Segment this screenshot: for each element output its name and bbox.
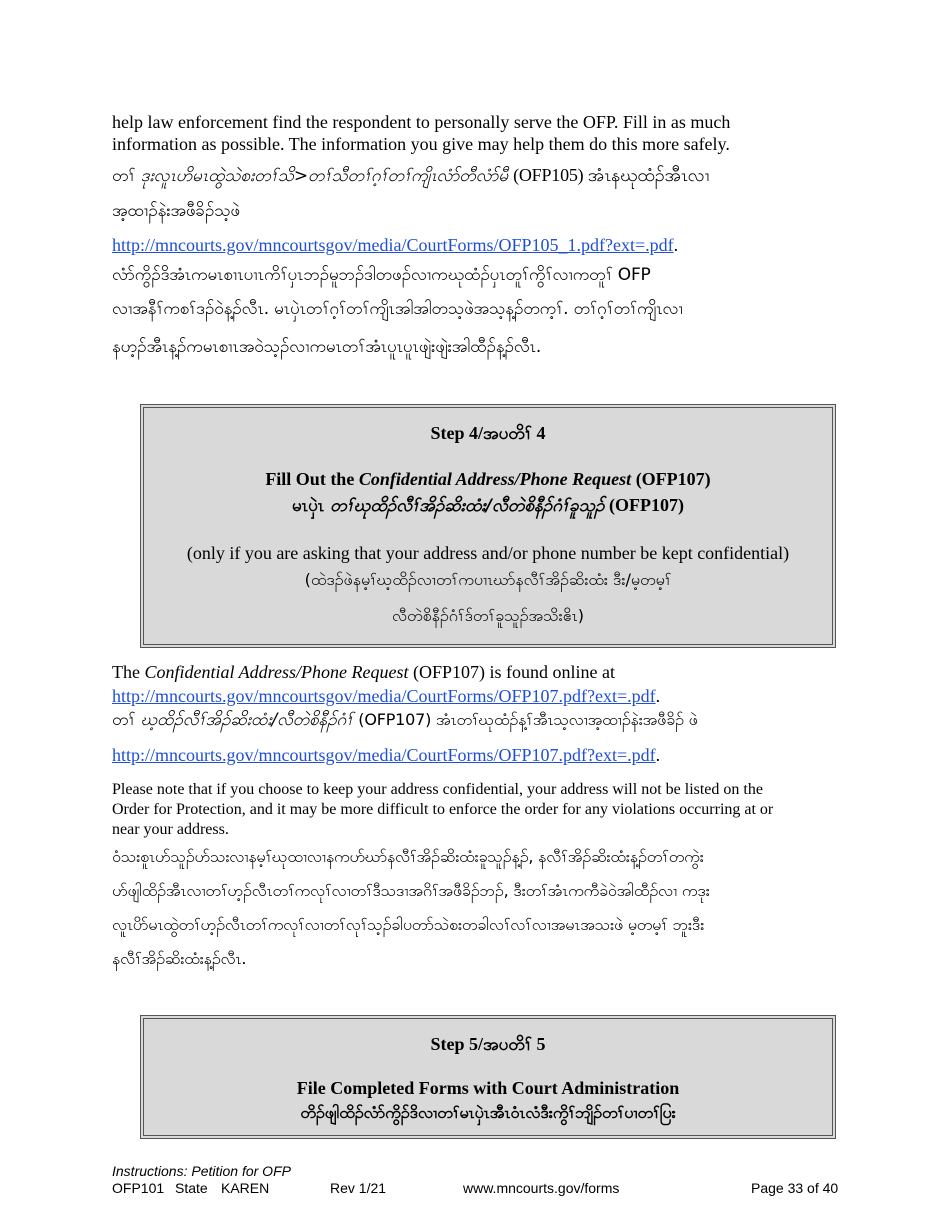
ofp107-pre: The	[112, 662, 145, 682]
confidentiality-note	[112, 780, 842, 840]
footer-instructions: Instructions: Petition for OFP	[112, 1163, 291, 1179]
step-4-heading-form-name: Confidential Address/Phone Request	[358, 469, 632, 489]
ofp107-intro	[112, 661, 842, 683]
step-4-note-karen-1: (ထဲဒၣ်ဖဲနမ့ၢ်ဃ့ထိၣ်လၢတၢ်ကပၢၤဃာ်နလီၢ်အိၣ်ဆိးထံး ဒီး/မ့တမ့ၢ်	[304, 570, 672, 589]
intro-karen-line-5: နဟ့ၣ်အီၤန့ၣ်ကမၤစၢၤအဝဲသ့ၣ်လၢကမၤတၢ်အံၤပူၤပူၤဖျဲးဖျဲးအါထီၣ်န့ၣ်လီၤ.	[112, 337, 542, 357]
note-karen-2: ဟ်ဖျါထိၣ်အီၤလၢတၢ်ဟ့ၣ်လီၤတၢ်ကလုၢ်လၢတၢ်ဒီသဒၢအဂိၢ်အဖီခိၣ်ဘၣ်, ဒီးတၢ်အံၤကကီခဲဝဲအါထီၣ်လၢ ကဒုး	[112, 881, 710, 900]
footer-language: KAREN	[221, 1180, 270, 1196]
step-4-title-en: Step 4/	[430, 423, 484, 443]
ofp107-karen-pre: တၢ်	[112, 710, 136, 730]
note-karen-1: ဝံသးစူၤဟ်သူၣ်ဟ်သးလၢနမ့ၢ်ဃုထၢလၢနကဟ်ဃာ်နလီၢ်အိၣ်ဆိးထံးခူသူၣ်န့ၣ်, နလီၢ်အိၣ်ဆိးထံးန့ၣ်တၢ်တကွဲး	[112, 847, 704, 866]
step-5-heading-en: File Completed Forms with Court Administration	[296, 1078, 680, 1098]
ofp107-link[interactable]: http://mncourts.gov/mncourtsgov/media/CourtForms/OFP107.pdf?ext=.pdf	[112, 686, 656, 706]
step-4-note-en: (only if you are asking that your address and/or phone number be kept confidential)	[186, 543, 790, 563]
ofp105-url-line	[112, 234, 842, 256]
step-5-number: 5	[536, 1034, 546, 1054]
step-4-title-karen: အပတိၢ်	[483, 424, 532, 444]
url-period: .	[655, 745, 661, 765]
ofp105-link[interactable]: http://mncourts.gov/mncourtsgov/media/CourtForms/OFP105_1.pdf?ext=.pdf	[112, 235, 674, 255]
ofp107-url-line-2	[112, 744, 842, 766]
ofp105-form-name-karen: ဒုးလူၤဟိမၤထွဲသဲစးတၢ်သိ>တၢ်သီတၢ်ဂ့ၢ်တၢ်ကျိၤလံာ်တီလံာ်မီ	[140, 166, 508, 186]
intro-karen-line-2: အ့ထၢၣ်နဲးအဖီခိၣ်သ့ဖဲ	[112, 201, 240, 221]
footer-form-id: OFP101	[112, 1180, 165, 1196]
intro-karen-suffix: (OFP105) အံၤနဃုထံၣ်အီၤလၢ	[513, 165, 710, 185]
step-5-heading-karen: တိၣ်ဖျါထိၣ်လံာ်ကွိၣ်ဒိလၢတၢ်မၤပှဲၤအီၤဝံၤလံဒီးကွိၢ်ဘျိၣ်တၢ်ပၢတၢ်ပြး	[300, 1103, 676, 1122]
note-line-3: near your address.	[112, 821, 229, 838]
step-4-heading-karen-pre: မၤပှဲၤ	[292, 496, 331, 516]
intro-karen-line-3: လံာ်ကွိၣ်ဒိအံၤကမၤစၢၤပၢၤကိၢ်ပှၤဘၣ်မူဘၣ်ဒါတဖၣ်လၢကဃုထံၣ်ပှၤတူၢ်ကွိၢ်လၢကတူၢ် OFP	[112, 265, 651, 285]
footer-page-number: Page 33 of 40	[751, 1180, 839, 1196]
ofp107-link-2[interactable]: http://mncourts.gov/mncourtsgov/media/CourtForms/OFP107.pdf?ext=.pdf	[112, 745, 656, 765]
ofp107-post: (OFP107) is found online at	[408, 662, 615, 682]
intro-line-2: information as possible. The information you give may help them do this more safely.	[112, 134, 730, 154]
note-karen-3: လူၤပိာ်မၤထွဲတၢ်ဟ့ၣ်လီၤတၢ်ကလုၢ်လၢတၢ်လုၢ်သ့ၣ်ခါပတာ်သဲစးတခါလၢ်လၢ်လၢအမၤအသးဖဲ မ့တမ့ၢ် ဘူးဒီး	[112, 915, 705, 934]
step-4-heading-post: (OFP107)	[631, 469, 711, 489]
step-5-title	[141, 1034, 835, 1059]
step-4-number: 4	[536, 423, 546, 443]
ofp107-form-name: Confidential Address/Phone Request	[144, 662, 409, 682]
step-4-note-karen-2: လီတဲစိနီၣ်ဂံၢ်ဒ်တၢ်ခူသူၣ်အသိးဧိၤ)	[392, 606, 584, 625]
step-4-heading-karen-post: (OFP107)	[604, 495, 684, 515]
ofp107-karen-form-name: ဃ့ထိၣ်လီၢ်အိၣ်ဆိးထံး/လီတဲစိနီၣ်ဂံၢ်	[140, 710, 354, 730]
intro-line-1: help law enforcement find the respondent to personally serve the OFP. Fill in as much	[112, 112, 731, 132]
ofp107-karen-post: (OFP107) အံၤတၢ်ဃုထံၣ်န့ၢ်အီၤသ့လၢအ့ထၢၣ်နဲးအဖီခိၣ် ဖဲ	[358, 710, 698, 729]
step-5-box	[140, 1015, 836, 1139]
footer-revision: Rev 1/21	[330, 1180, 387, 1196]
step-4-heading-karen-form-name: တၢ်ဃုထိၣ်လီၢ်အိၣ်ဆိးထံး/လီတဲစိနီၣ်ဂံၢ်ခူသူၣ်	[330, 496, 605, 516]
intro-karen-prefix: တၢ်	[112, 166, 136, 186]
footer-state: State	[175, 1180, 208, 1196]
intro-english	[112, 111, 842, 155]
intro-karen-line-4: လၢအနီၢ်ကစၢ်ဒၣ်ဝဲန့ၣ်လီၤ. မၤပှဲၤတၢ်ဂ့ၢ်တၢ်ကျိၤအါအါတသ့ဖဲအသ့န့ၣ်တက့ၢ်. တၢ်ဂ့ၢ်တၢ်ကျိၤလၢ	[112, 299, 683, 319]
step-5-title-karen: အပတိၢ်	[483, 1035, 532, 1055]
step-5-title-en: Step 5/	[430, 1034, 484, 1054]
intro-karen-line-1	[112, 158, 842, 193]
note-karen-4: နလီၢ်အိၣ်ဆိးထံးန့ၣ်လီၤ.	[112, 949, 247, 968]
url-period: .	[655, 686, 661, 706]
ofp107-karen-line	[112, 703, 842, 737]
footer-website: www.mncourts.gov/forms	[463, 1180, 620, 1196]
note-line-1: Please note that if you choose to keep your address confidential, your address will not be listed on the	[112, 781, 763, 798]
url-period: .	[673, 235, 679, 255]
note-line-2: Order for Protection, and it may be more difficult to enforce the order for any violations occurring at or	[112, 801, 774, 818]
step-4-heading-karen	[141, 495, 835, 520]
step-4-heading-pre: Fill Out the	[265, 469, 359, 489]
step-4-box	[140, 404, 836, 648]
step-4-title	[141, 423, 835, 448]
step-4-heading	[141, 469, 835, 490]
